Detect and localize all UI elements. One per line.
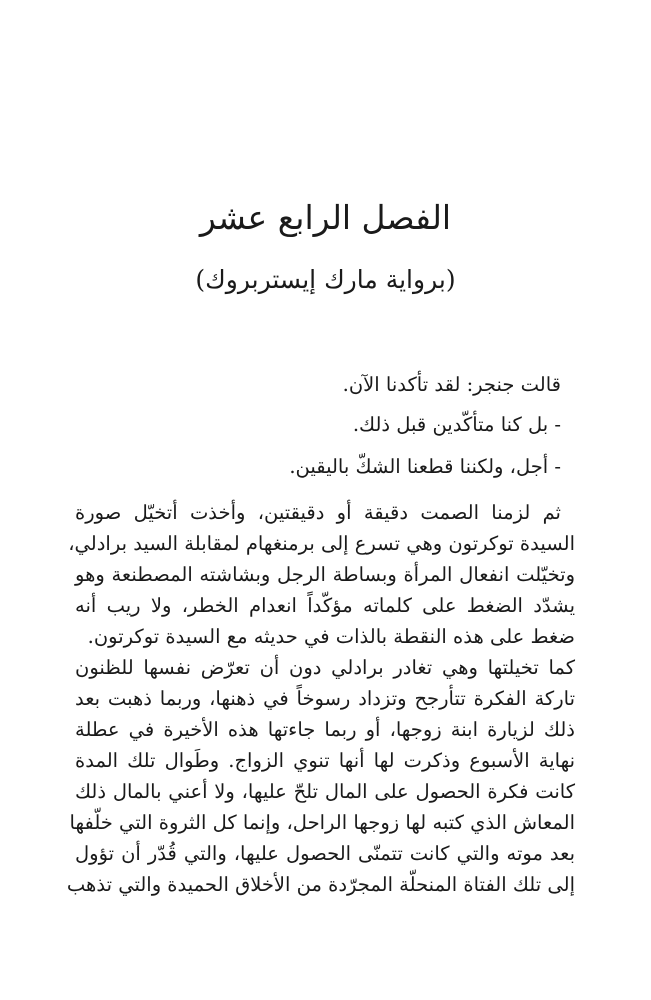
paragraph-line: نهاية الأسبوع وذكرت لها أنها تنوي الزواج. وطَوال تلك المدة bbox=[75, 749, 575, 772]
chapter-text bbox=[66, 364, 575, 900]
chapter-subtitle: (برواية مارك إيستربروك) bbox=[195, 265, 456, 294]
paragraph-line: إلى تلك الفتاة المنحلّة المجرّدة من الأخلاق الحميدة والتي تذهب bbox=[66, 873, 575, 896]
paragraph-line: ثم لزمنا الصمت دقيقة أو دقيقتين، وأخذت أتخيّل صورة bbox=[75, 501, 561, 524]
paragraph-line: كانت فكرة الحصول على المال تلحّ عليها، ولا أعني بالمال ذلك bbox=[75, 780, 575, 803]
paragraph-line: السيدة توكرتون وهي تسرع إلى برمنغهام لمقابلة السيد برادلي، bbox=[68, 532, 575, 555]
narrative-paragraph bbox=[66, 497, 575, 900]
dialogue-line: قالت جنجر: لقد تأكدنا الآن. bbox=[342, 373, 561, 396]
paragraph-line: ضغط على هذه النقطة بالذات في حديثه مع السيدة توكرتون. bbox=[87, 625, 575, 648]
paragraph-line: ذلك لزيارة ابنة زوجها، أو ربما جاءتها هذه الأخيرة في عطلة bbox=[75, 718, 575, 741]
paragraph-line: تاركة الفكرة تتأرجح وتزداد رسوخاً في ذهنها، وربما ذهبت بعد bbox=[75, 687, 575, 710]
dialogue-line: - بل كنا متأكّدين قبل ذلك. bbox=[352, 413, 561, 436]
paragraph-line: يشدّد الضغط على كلماته مؤكّداً انعدام الخطر، ولا ريب أنه bbox=[75, 594, 575, 617]
paragraph-line: وتخيّلت انفعال المرأة وبساطة الرجل وبشاشته المصطنعة وهو bbox=[75, 563, 575, 586]
paragraph-line: المعاش الذي كتبه لها زوجها الراحل، وإنما كل الثروة التي خلّفها bbox=[69, 811, 575, 834]
chapter-title: الفصل الرابع عشر bbox=[199, 198, 452, 237]
dialogue-line: - أجل، ولكننا قطعنا الشكّ باليقين. bbox=[289, 455, 561, 478]
paragraph-line: بعد موته والتي كانت تتمنّى الحصول عليها، والتي قُدّر أن تؤول bbox=[75, 842, 575, 865]
paragraph-line: كما تخيلتها وهي تغادر برادلي دون أن تعرّض نفسها للظنون bbox=[75, 656, 575, 679]
